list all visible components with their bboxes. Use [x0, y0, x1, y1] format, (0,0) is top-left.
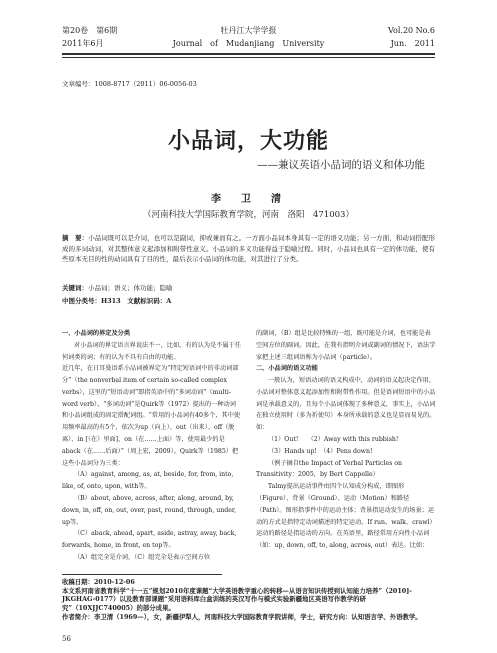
- footnote-project: 本文系河南省教育科学“十一五”规划2010年度课题“大学英语教学重心的转移—从语言知识传授到认知能力培养”（2010]-JKGHAG-0177）以及教育部课题“采用语料库白盒训练的英汉写作与模式实验新疆地区英语写作教学的研究”（10XJJC740005）的部分成果。: [62, 586, 412, 613]
- volume-en: Vol.20 No.6: [388, 26, 435, 35]
- affiliation: （河南科技大学国际教育学院，河南 洛阳 471003）: [143, 210, 354, 220]
- paper-subtitle: ——兼议英语小品词的语义和体功能: [257, 159, 425, 171]
- body-paragraph: （C）aback, ahead, apart, aside, astray, away, back, forwards, home, in front, en top等。: [62, 530, 237, 550]
- abstract: [62, 233, 435, 265]
- body-paragraph: 二、小品词的语义功能: [256, 365, 318, 373]
- body-paragraph: 的副词，（B）组是比较特殊的一组，既可能是介词，也可能是表空间方位的副词。因此，在我有指明介词或副词的情况下，语法学家把上述三组词语称为小品词（particle）。: [256, 330, 436, 361]
- footnote-received: 收稿日期：2010-12-06: [62, 578, 135, 586]
- body-paragraph: （A）组完全是介词，（C）组完全是表示空间方位: [74, 553, 211, 561]
- body-paragraph: （1）Out! （2）Away with this rubbish!: [268, 436, 399, 444]
- footnote-author: 作者简介：李卫清（1969—），女，新疆伊犁人，河南科技大学国际教育学院讲师，学士，研究方向：认知语言学、外语教学。: [62, 612, 422, 621]
- body-paragraph: （B）about, above, across, after, along, around, by, down, in, off, on, out, over, past, round, through, under, up等。: [62, 494, 237, 526]
- journal-cn: 牡丹江大学学报: [220, 26, 277, 35]
- abstract-text: 小品词既可以是介词，也可以是副词，抑或兼而有之。一方面小品词本身具有一定的语义功能；另一方面，和动词搭配形成的多词动词，对其整体意义起添加和附带性意义。小品词的多义功能得益于隐喻过程。同时，小品词也具有一定的体功能，使有些原本无目的性的动词具有了目的性，最后表示小品词的体功能，对其进行了分类。: [62, 234, 436, 263]
- journal-en: Journal of Mudanjiang University: [172, 39, 325, 48]
- paper-title: 小品词，大功能: [167, 128, 329, 154]
- header-rule-thick: [62, 53, 435, 55]
- body-paragraph: （A）against, among, as, at, beside, for, from, into, like, of, onto, upon, with等。: [62, 471, 234, 491]
- page-number: 56: [62, 635, 71, 643]
- body-paragraph: 近几年，在日耳曼语系小品词被界定为“特定短语词中的非动词部分”（the nonverbal item of certain so-called complex verbs），这里的“短语动词”即指英语中的“多词动词”（multi-word verb），“多词动词”是Quirk等（1972）提出的一种动词和小品词组成的固定搭配词组。“常用的小品词有40多个，其中使用频率最高的有5个，依次为up（向上）、out（出来）、off（脱离）、in [（在）里面]、on（在……上面）等，使用最少的是aback（在……后面）”（周上宏，2009）。Quirk等（1985）把这些小品词分为三类：: [62, 365, 241, 467]
- footnote-rule: [62, 574, 222, 575]
- date-en: Jun. 2011: [390, 39, 435, 48]
- body-paragraph: （例子摘自the Impact of Verbal Particles on Transitivity：2005，by Bert Cappelle）: [256, 459, 402, 479]
- footnote: [62, 578, 437, 622]
- body-paragraph: 对小品词的界定语言界说法不一，比如，有的认为是不属于任何词类的词；有的认为不具有自由的功能。: [62, 341, 242, 361]
- article-number: 文章编号：1008-8717（2011）06-0056-03: [62, 80, 197, 88]
- header-rule-thin: [62, 57, 435, 58]
- volume-cn: 第20卷 第6期: [62, 26, 118, 35]
- abstract-label: 摘 要：: [62, 234, 89, 242]
- classification-code: 中图分类号：H313 文献标识码：A: [62, 297, 172, 305]
- body-left-column: [62, 328, 242, 564]
- author-name: 李 卫 清: [211, 194, 286, 205]
- date-cn: 2011年6月: [62, 39, 104, 48]
- body-right-column: [256, 328, 436, 552]
- body-paragraph: 一般认为，短语动词的语义构成中，动词的语义起决定作用，小品词对整体意义起添加性和附带性作用。但是语词短语中的小品词是承载意义的，且每个小品词体现了多种意义，事实上，小品词在独立使用时（多为祈使句）本身所承载的意义也是显而易见的。如：: [256, 377, 436, 432]
- keywords-label: 关键词：: [62, 284, 88, 292]
- keywords: [62, 283, 173, 292]
- body-paragraph: （3）Hands up! （4）Pens down!: [268, 447, 373, 455]
- keywords-text: 小品词；语义；体功能；隐喻: [88, 284, 173, 292]
- body-paragraph: Talmy提出运动事件由四个认知成分构成，即图形（Figure）、背景（Ground）、运动（Motion）和路径（Path）。图形指事件中的运动主体；背景指运动发生的场景；运动的方式是指特定动词描述的特定运动。If run、walk、crawl）运动的路径是指运动的方向。在英语里，路径常用方向性小品词（如：up, down, off, to, along, across, out）表达。比如：: [256, 483, 436, 550]
- body-paragraph: 一、小品词的界定及分类: [62, 330, 131, 337]
